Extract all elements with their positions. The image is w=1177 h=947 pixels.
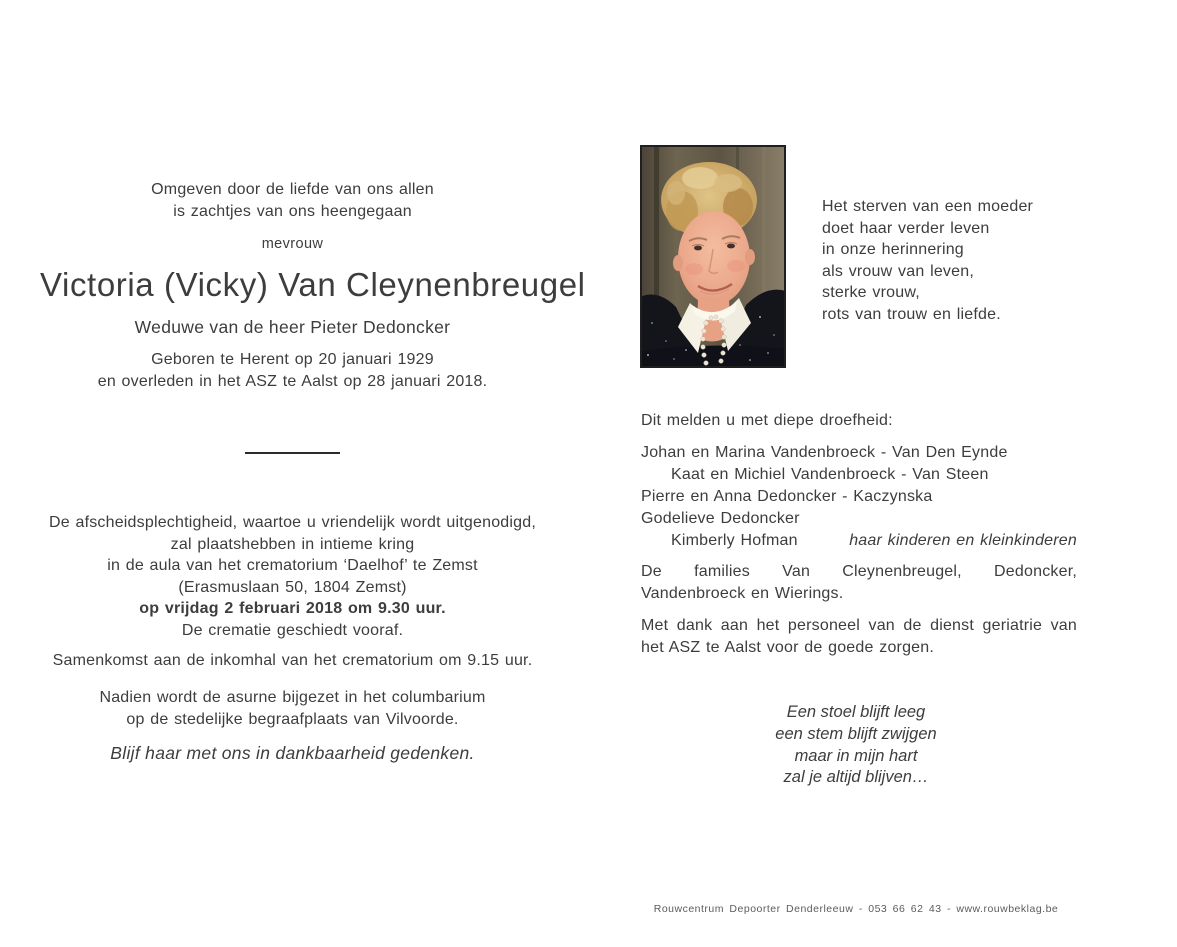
columbarium-block [40,687,545,730]
section-divider [245,452,340,454]
family-row [641,530,1077,552]
gathering-line: Samenkomst aan de inkomhal van het crematorium om 9.15 uur. [52,652,533,669]
family-row: Kaat en Michiel Vandenbroeck - Van Steen [671,466,989,483]
poem-top-line-3: in onze herinnering [822,241,964,258]
portrait-photo [640,145,786,368]
died-line: en overleden in het ASZ te Aalst op 28 januari 2018. [97,372,488,390]
deceased-name: Victoria (Vicky) Van Cleynenbreugel [40,266,586,303]
ceremony-line-1: De afscheidsplechtigheid, waartoe u vriendelijk wordt uitgenodigd, [48,514,537,531]
poem-top-line-6: rots van trouw en liefde. [822,305,1001,323]
poem-top-line-5: sterke vrouw, [822,284,920,301]
salutation: mevrouw [261,236,324,252]
columbarium-line-2: op de stedelijke begraafplaats van Vilvoorde. [126,710,459,728]
intro-line-1: Omgeven door de liefde van ons allen [151,181,434,198]
poem-top-line-1: Het sterven van een moeder [822,198,1034,215]
born-line: Geboren te Herent op 20 januari 1929 [151,351,434,368]
poem-bottom-line-4: zal je altijd blijven… [783,768,929,787]
intro-lines [40,179,545,222]
family-row: Pierre en Anna Dedoncker - Kaczynska [641,488,933,505]
portrait-photo-illustration [640,145,786,368]
family-row: Godelieve Dedoncker [641,510,800,527]
ceremony-line-6: De crematie geschiedt vooraf. [181,621,404,639]
intro-line-2: is zachtjes van ons heengegaan [173,202,412,220]
widow-line: Weduwe van de heer Pieter Dedoncker [134,317,451,337]
family-member-name: Kimberly Hofman [671,532,798,549]
thanks-line: Met dank aan het personeel van de dienst geriatrie van het ASZ te Aalst voor de goede zorgen. [641,617,1077,656]
poem-bottom-line-1: Een stoel blijft leeg [786,703,926,721]
family-relation-label: haar kinderen en kleinkinderen [849,532,1077,549]
poem-top-line-4: als vrouw van leven, [822,262,974,280]
family-list [641,442,1077,552]
ceremony-line-4: (Erasmuslaan 50, 1804 Zemst) [178,578,407,596]
ceremony-date-line: op vrijdag 2 februari 2018 om 9.30 uur. [139,600,446,617]
birth-death-lines [40,349,545,392]
families-line: De families Van Cleynenbreugel, Dedoncker, Vandenbroeck en Wierings. [641,563,1077,602]
ceremony-block [40,512,545,641]
announcement-line: Dit melden u met diepe droefheid: [641,412,893,429]
poem-bottom-line-2: een stem blijft zwijgen [775,724,937,743]
funeral-home-footer: Rouwcentrum Depoorter Denderleeuw - 053 66 62 43 - www.rouwbeklag.be [653,903,1059,915]
ceremony-line-2: zal plaatshebben in intieme kring [170,535,415,553]
remembrance-line: Blijf haar met ons in dankbaarheid gedenken. [110,743,475,763]
poem-bottom [640,702,1072,789]
poem-bottom-line-3: maar in mijn hart [794,746,918,765]
poem-top [822,196,1082,325]
ceremony-line-3: in de aula van het crematorium ‘Daelhof’ te Zemst [107,557,478,574]
family-row: Johan en Marina Vandenbroeck - Van Den Eynde [641,444,1008,461]
columbarium-line-1: Nadien wordt de asurne bijgezet in het columbarium [99,689,486,706]
poem-top-line-2: doet haar verder leven [822,219,990,237]
